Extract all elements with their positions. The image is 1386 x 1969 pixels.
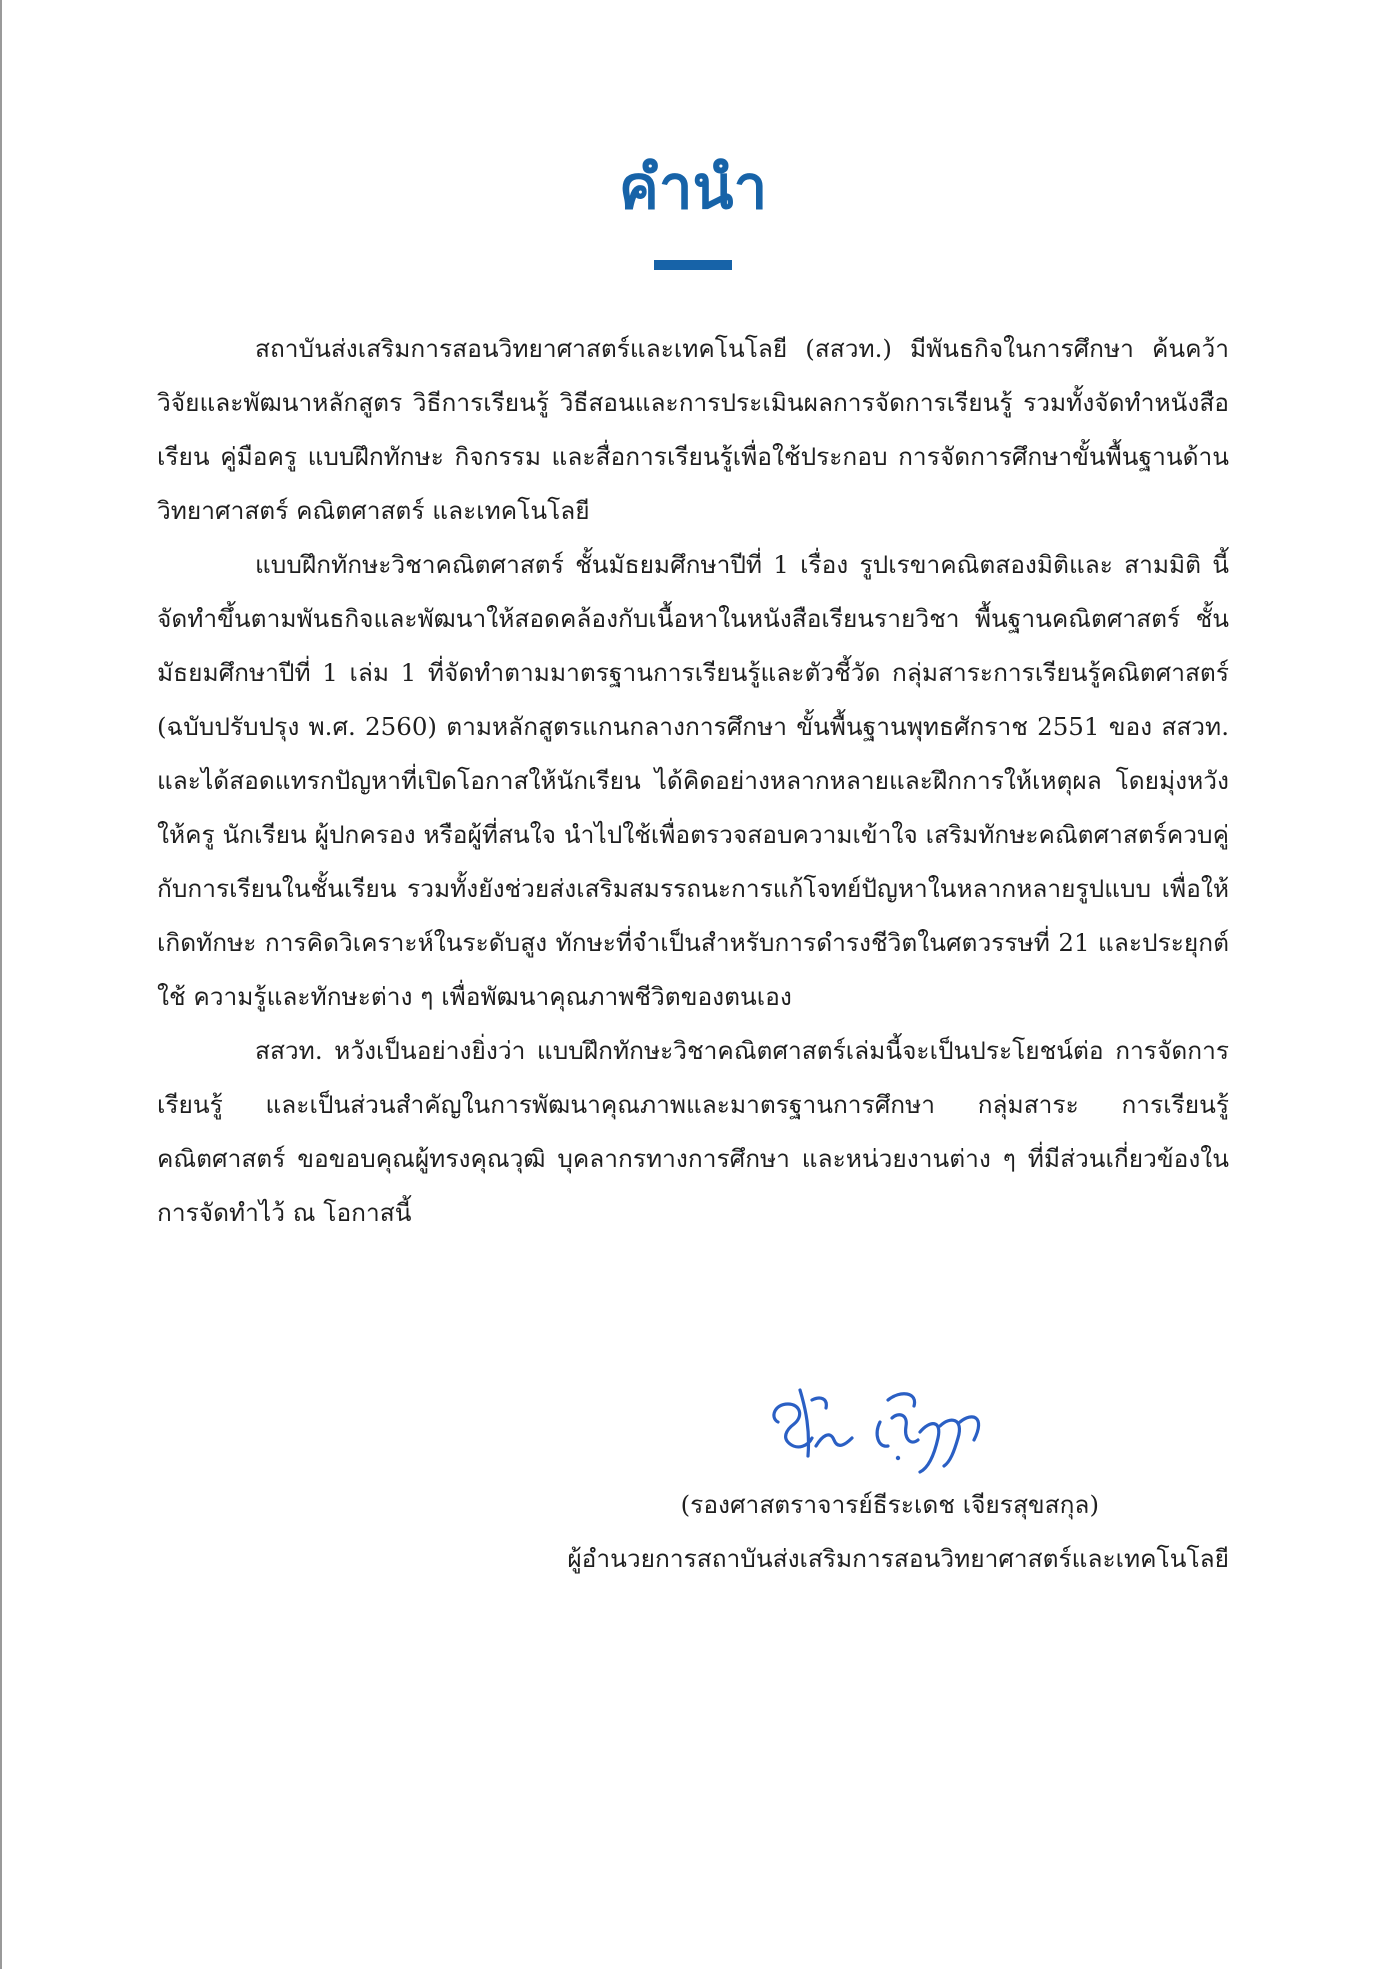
- paragraph-2: แบบฝึกทักษะวิชาคณิตศาสตร์ ชั้นมัธยมศึกษาปีที่ 1 เรื่อง รูปเรขาคณิตสองมิติและ สามมิติ นี้ จัดทำขึ้นตามพันธกิจและพัฒนาให้สอดคล้องกับเนื้อหาในหนังสือเรียนรายวิชา พื้นฐานคณิตศาสตร์ ชั้นมัธยมศึกษาปีที่ 1 เล่ม 1 ที่จัดทำตามมาตรฐานการเรียนรู้และตัวชี้วัด กลุ่มสาระการเรียนรู้คณิตศาสตร์ (ฉบับปรับปรุง พ.ศ. 2560) ตามหลักสูตรแกนกลางการศึกษา ขั้นพื้นฐานพุทธศักราช 2551 ของ สสวท. และได้สอดแทรกปัญหาที่เปิดโอกาสให้นักเรียน ได้คิดอย่างหลากหลายและฝึกการให้เหตุผล โดยมุ่งหวังให้ครู นักเรียน ผู้ปกครอง หรือผู้ที่สนใจ นำไปใช้เพื่อตรวจสอบความเข้าใจ เสริมทักษะคณิตศาสตร์ควบคู่กับการเรียนในชั้นเรียน รวมทั้งยังช่วยส่งเสริมสมรรถนะการแก้โจทย์ปัญหาในหลากหลายรูปแบบ เพื่อให้เกิดทักษะ การคิดวิเคราะห์ในระดับสูง ทักษะที่จำเป็นสำหรับการดำรงชีวิตในศตวรรษที่ 21 และประยุกต์ใช้ ความรู้และทักษะต่าง ๆ เพื่อพัฒนาคุณภาพชีวิตของตนเอง: [157, 550, 1229, 1011]
- handwritten-signature: [760, 1360, 1030, 1480]
- preface-body: [157, 322, 1229, 1240]
- paragraph-3: สสวท. หวังเป็นอย่างยิ่งว่า แบบฝึกทักษะวิชาคณิตศาสตร์เล่มนี้จะเป็นประโยชน์ต่อ การจัดการเรียนรู้ และเป็นส่วนสำคัญในการพัฒนาคุณภาพและมาตรฐานการศึกษา กลุ่มสาระ การเรียนรู้คณิตศาสตร์ ขอขอบคุณผู้ทรงคุณวุฒิ บุคลากรทางการศึกษา และหน่วยงานต่าง ๆ ที่มีส่วนเกี่ยวข้องในการจัดทำไว้ ณ โอกาสนี้: [157, 1036, 1229, 1227]
- page-edge-line: [0, 0, 2, 1969]
- page-title: คำนำ: [618, 153, 768, 223]
- title-underline: [654, 260, 732, 270]
- signatory-position: ผู้อำนวยการสถาบันส่งเสริมการสอนวิทยาศาสตร์และเทคโนโลยี: [567, 1544, 1229, 1573]
- paragraph-1: สถาบันส่งเสริมการสอนวิทยาศาสตร์และเทคโนโลยี (สสวท.) มีพันธกิจในการศึกษา ค้นคว้า วิจัยและพัฒนาหลักสูตร วิธีการเรียนรู้ วิธีสอนและการประเมินผลการจัดการเรียนรู้ รวมทั้งจัดทำหนังสือเรียน คู่มือครู แบบฝึกทักษะ กิจกรรม และสื่อการเรียนรู้เพื่อใช้ประกอบ การจัดการศึกษาขั้นพื้นฐานด้านวิทยาศาสตร์ คณิตศาสตร์ และเทคโนโลยี: [157, 334, 1229, 525]
- signatory-name: (รองศาสตราจารย์ธีระเดช เจียรสุขสกุล): [680, 1490, 1099, 1519]
